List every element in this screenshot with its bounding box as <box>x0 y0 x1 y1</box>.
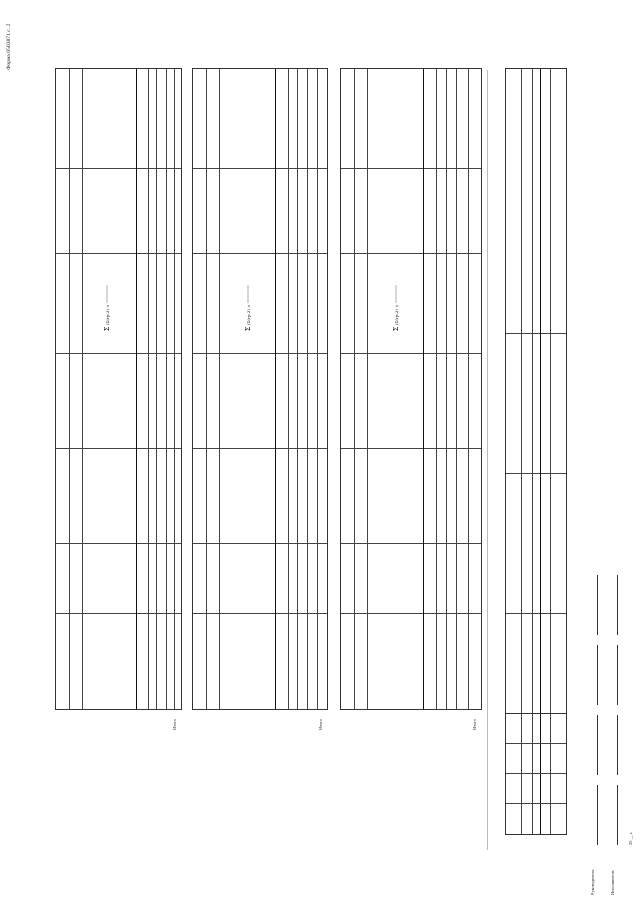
form-number-label: Форма 0503871 с. 2 <box>6 23 12 70</box>
formula-image <box>100 283 112 331</box>
svg-text:(Σ(гр.3) ×: (Σ(гр.3) × <box>394 304 399 325</box>
section-2-totals-label: Итого <box>318 718 323 730</box>
section-1-table <box>55 68 182 710</box>
section-3-table <box>340 68 482 710</box>
section-1-totals-label: Итого <box>172 718 177 730</box>
svg-text:Σ: Σ <box>393 326 400 331</box>
executor-label: Исполнитель <box>610 870 615 895</box>
svg-text:(Σ(гр.3) ×: (Σ(гр.3) × <box>105 304 110 325</box>
svg-text:Σ: Σ <box>104 326 111 331</box>
formula-image <box>241 283 253 331</box>
date-field: 20 __ г. <box>628 831 633 845</box>
svg-text:(Σ(гр.3) ×: (Σ(гр.3) × <box>246 304 251 325</box>
head-label: Руководитель <box>590 869 595 895</box>
section-4-date-table <box>505 713 567 835</box>
formula-image <box>389 283 401 331</box>
svg-text:Σ: Σ <box>245 326 252 331</box>
section-3-totals-label: Итого <box>472 718 477 730</box>
section-2-table <box>192 68 328 710</box>
